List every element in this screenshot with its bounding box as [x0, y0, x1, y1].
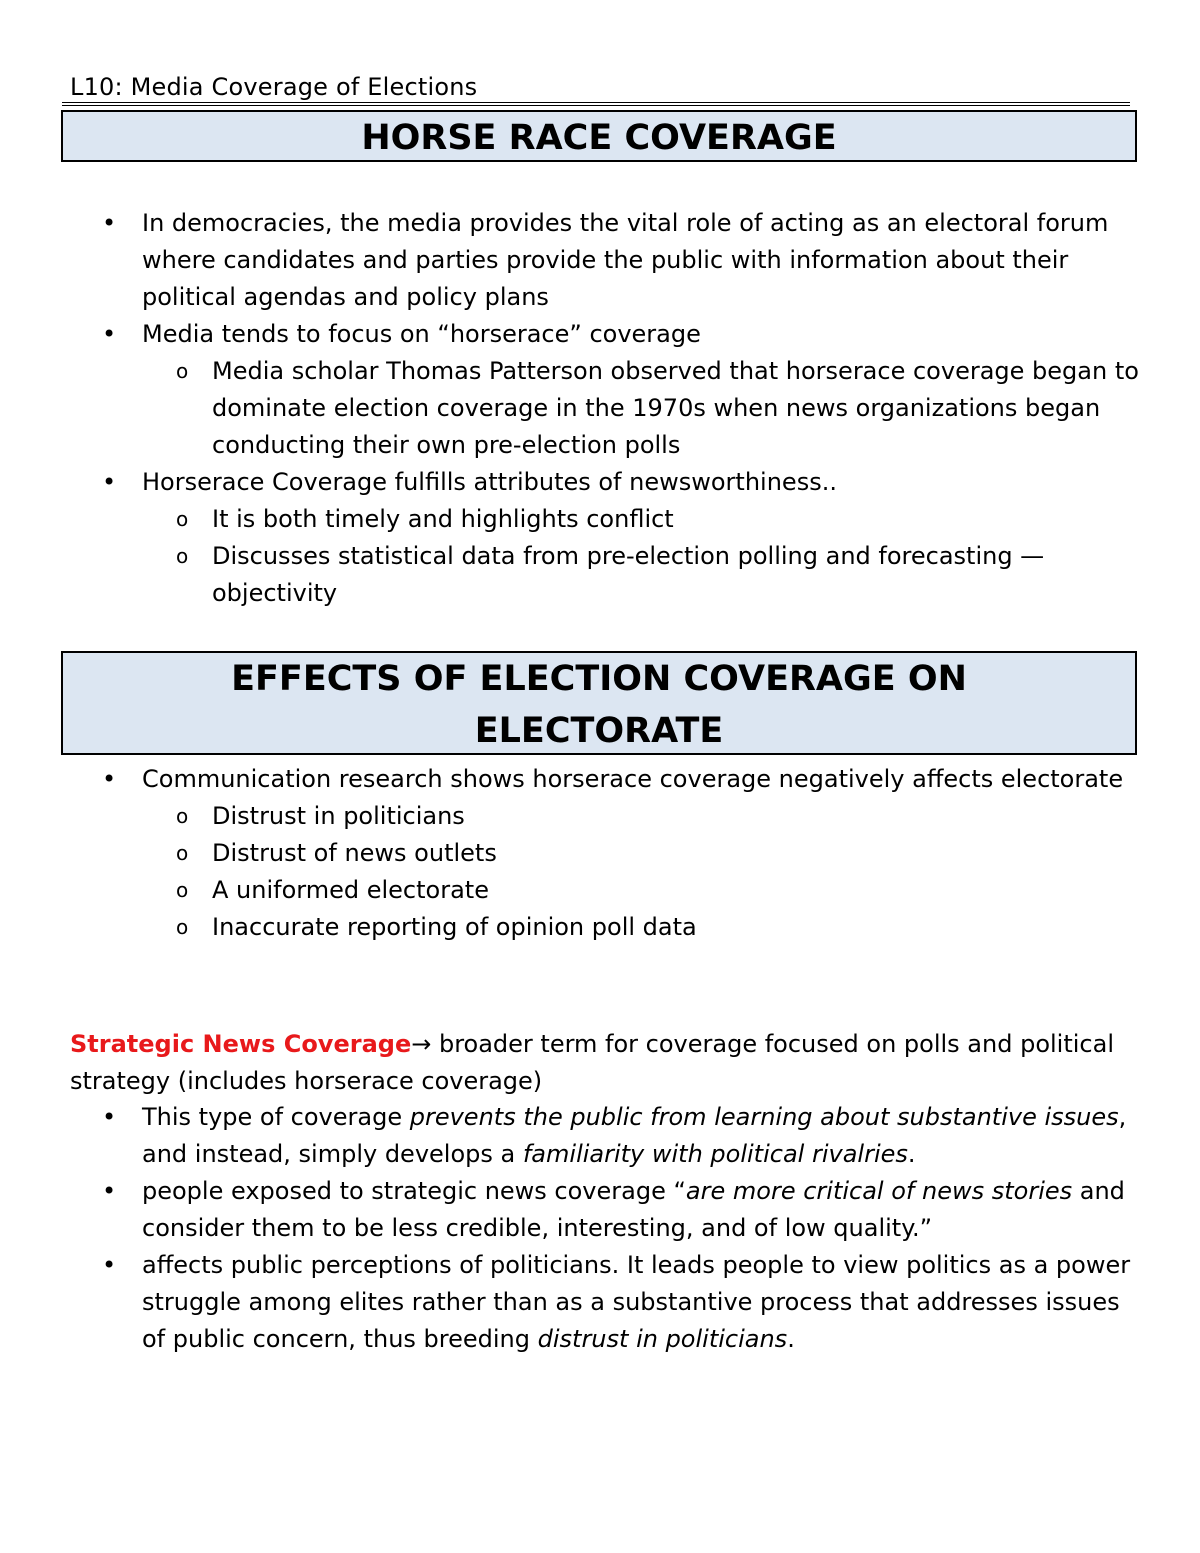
- sub-list-item: [0, 538, 1200, 612]
- sub-list-item: [0, 798, 1200, 835]
- text-run: and consider them to be less credible, interesting, and of low quality.”: [142, 1177, 1125, 1242]
- page-title: L10: Media Coverage of Elections: [70, 73, 478, 101]
- text-run: people exposed to strategic news coverage “: [142, 1177, 686, 1205]
- section-heading-text: EFFECTS OF ELECTION COVERAGE ON: [231, 659, 967, 699]
- bullet-text: In democracies, the media provides the vital role of acting as an electoral forum where candidates and parties provide the public with information about their political agendas and policy plans: [142, 209, 1109, 311]
- horse-race-list: [0, 205, 1200, 612]
- definition-text: broader term for coverage focused on polls and political strategy (includes horserace coverage): [70, 1030, 1114, 1095]
- italic-text: distrust in politicians: [537, 1325, 788, 1353]
- list-item: [0, 1173, 1200, 1247]
- italic-text: are more critical of news stories: [685, 1177, 1073, 1205]
- list-item: [0, 761, 1200, 798]
- bullet-text: Horserace Coverage fulfills attributes of newsworthiness..: [142, 468, 837, 496]
- strategic-news-list: [0, 1099, 1200, 1358]
- sub-list-item: [0, 353, 1200, 464]
- list-item: [0, 316, 1200, 353]
- bullet-text: A uniformed electorate: [212, 876, 489, 904]
- list-item: [0, 205, 1200, 316]
- bullet-text: It is both timely and highlights conflict: [212, 505, 674, 533]
- section-heading-horse-race: [61, 110, 1137, 162]
- sub-list-item: [0, 872, 1200, 909]
- bullet-text: Discusses statistical data from pre-election polling and forecasting —objectivity: [212, 542, 1045, 607]
- section-heading-effects: [61, 651, 1137, 755]
- text-run: .: [787, 1325, 795, 1353]
- sub-list-item: [0, 501, 1200, 538]
- text-run: affects public perceptions of politicians. It leads people to view politics as a power struggle among elites rather than as a substantive process that addresses issues of public concern, thus breeding: [142, 1251, 1131, 1353]
- bullet-text: Media scholar Thomas Patterson observed that horserace coverage began to dominate election coverage in the 1970s when news organizations began conducting their own pre-election polls: [212, 357, 1139, 459]
- list-item: [0, 464, 1200, 501]
- bullet-text: Media tends to focus on “horserace” coverage: [142, 320, 701, 348]
- arrow-icon: →: [411, 1030, 432, 1058]
- text-run: This type of coverage: [142, 1103, 410, 1131]
- title-rule: [62, 105, 1130, 106]
- bullet-text: Communication research shows horserace coverage negatively affects electorate: [142, 765, 1124, 793]
- list-item: [0, 1247, 1200, 1358]
- title-rule: [62, 102, 1130, 103]
- effects-list: [0, 761, 1200, 946]
- section-heading-text: ELECTORATE: [474, 711, 724, 751]
- italic-text: familiarity with political rivalries: [522, 1140, 908, 1168]
- bullet-text: Distrust of news outlets: [212, 839, 497, 867]
- strategic-news-definition: [70, 1026, 1140, 1100]
- text-run: .: [907, 1140, 916, 1168]
- sub-list-item: [0, 909, 1200, 946]
- bullet-text: Inaccurate reporting of opinion poll data: [212, 913, 697, 941]
- section-heading-text: HORSE RACE COVERAGE: [361, 118, 837, 158]
- italic-text: prevents the public from learning about substantive issues: [409, 1103, 1119, 1131]
- term-strategic-news: Strategic News Coverage: [70, 1030, 412, 1058]
- bullet-text: Distrust in politicians: [212, 802, 465, 830]
- sub-list-item: [0, 835, 1200, 872]
- text-run: , and instead, simply develops a: [142, 1103, 1127, 1168]
- list-item: [0, 1099, 1200, 1173]
